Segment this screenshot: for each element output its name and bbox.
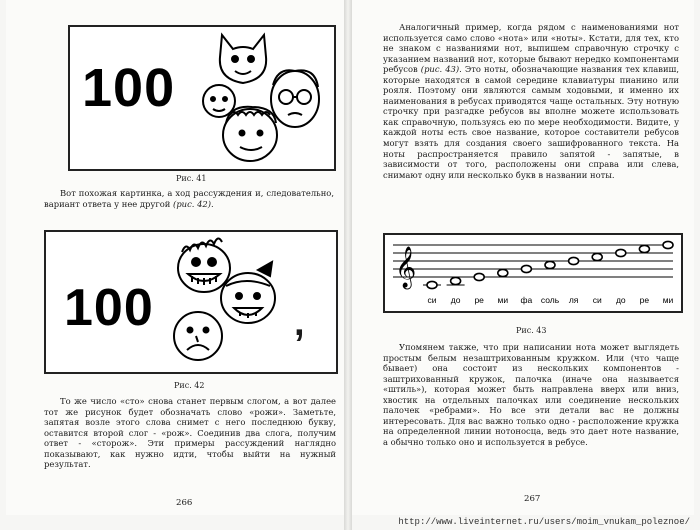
note-label: си (427, 295, 437, 305)
right-page-number: 267 (524, 494, 541, 504)
note-head-ре (639, 245, 649, 252)
note-head-фа (521, 265, 531, 272)
note-head-до (616, 249, 626, 256)
note-label: ля (568, 295, 579, 305)
grinning-face-icon (178, 238, 230, 292)
note-label: до (615, 295, 626, 305)
note-label: си (592, 295, 602, 305)
note-head-си (427, 281, 437, 288)
round-face-icon (203, 85, 235, 117)
note-label: до (450, 295, 461, 305)
note-label: ре (474, 295, 484, 305)
left-paragraph-1: Вот похожая картинка, а ход рассуждения и, следовательно, вариант ответа у нее другой (рис. 42). (44, 188, 334, 209)
figure-41-faces-drawing (70, 27, 334, 169)
figure-41-caption: Рис. 41 (176, 174, 207, 183)
figure-43-frame (383, 233, 683, 313)
right-paragraph-2: Упомянем также, что при написании нота может выглядеть простым белым незаштрихованным кружком. Или (что чаще бывает) она состоит из нескольких компонентов - заштрихованный кружок, палочка (иначе она называется «штиль»), которая может быть направлена вверх или вниз, хвостик на отдельных палочках или соединение нескольких палочек «ребрами». Но все эти детали вас не должны интересовать. Для вас важно только одно - расположение кружка на определенной линии нотоносца, ведь это дает ноте название, а обычно только оно и используется в ребусе. (383, 342, 679, 447)
note-head-соль (545, 261, 555, 268)
figure-42-faces-drawing (46, 232, 336, 372)
left-paragraph-2: То же число «сто» снова станет первым слогом, а вот далее тот же рисунок будет обозначать слово «рожи». Заметьте, запятая возле этого слова снимет с него последнюю букву, оставится второй слог - «рож». Соединив два слога, получим ответ - «сторож». Эти примеры рассуждений наглядно показывают, как нужно идти, чтобы выйти на нужный результат. (44, 396, 336, 470)
note-head-ми (663, 241, 673, 248)
glasses-face-icon (271, 70, 319, 127)
note-head-ре (474, 273, 484, 280)
figure-43-reference: (рис. 43). (420, 64, 462, 75)
book-gutter (344, 0, 352, 530)
note-label: ре (639, 295, 650, 305)
figure-42-frame (44, 230, 338, 374)
figure-42-reference: (рис. 42). (173, 198, 214, 209)
figure-43-caption: Рис. 43 (516, 326, 547, 335)
right-paragraph-1: Аналогичный пример, когда рядом с наименованиями нот используется само слово «нота» или «ноты». Кстати, для тех, кто не знаком с названиями нот, выпишем справочную строчку с указанием названий нот, которые бывают нередко компонентами ребусов (рис. 43). Это ноты, обозначающие названия тех клавиш, которые находятся в самой середине клавиатуры пианино или рояля. Поэтому они являются самым ходовыми, и именно их наименования в ребусах приводятся чаще остальных. Эту нотную строчку при разгадке ребусов вы вполне можете использовать как справочную, пользуясь ею по мере необходимости. Видите, у каждой ноты есть свое название, которое составители ребусов могут взять для создания своего зашифрованного текста. На ноты распространяется правило запятой - запятые, в зависимости от того, расположены они справа или слева, снимают одну или несколько букв в названии ноты. (383, 22, 679, 180)
figure-41-number: 100 (82, 58, 176, 118)
curly-hair-face-icon (223, 107, 277, 161)
note-head-ля (569, 257, 579, 264)
left-page-number: 266 (176, 498, 193, 508)
note-label: ми (497, 295, 509, 305)
figure-42-caption: Рис. 42 (174, 381, 205, 390)
figure-42-comma: , (294, 302, 305, 344)
watermark-url: http://www.liveinternet.ru/users/moim_vnukam_poleznoe/ (398, 517, 690, 527)
figure-41-frame (68, 25, 336, 171)
note-label: соль (540, 295, 560, 305)
cat-face-icon (220, 35, 266, 83)
note-label: ми (662, 295, 674, 305)
treble-clef-icon: 𝄞 (395, 247, 417, 288)
note-label: фа (520, 295, 533, 305)
note-head-до (451, 277, 461, 284)
note-head-си (592, 253, 602, 260)
staff-lines (393, 245, 673, 277)
music-staff (385, 235, 681, 311)
figure-42-number: 100 (64, 279, 154, 337)
sad-face-icon (174, 312, 222, 360)
note-head-ми (498, 269, 508, 276)
